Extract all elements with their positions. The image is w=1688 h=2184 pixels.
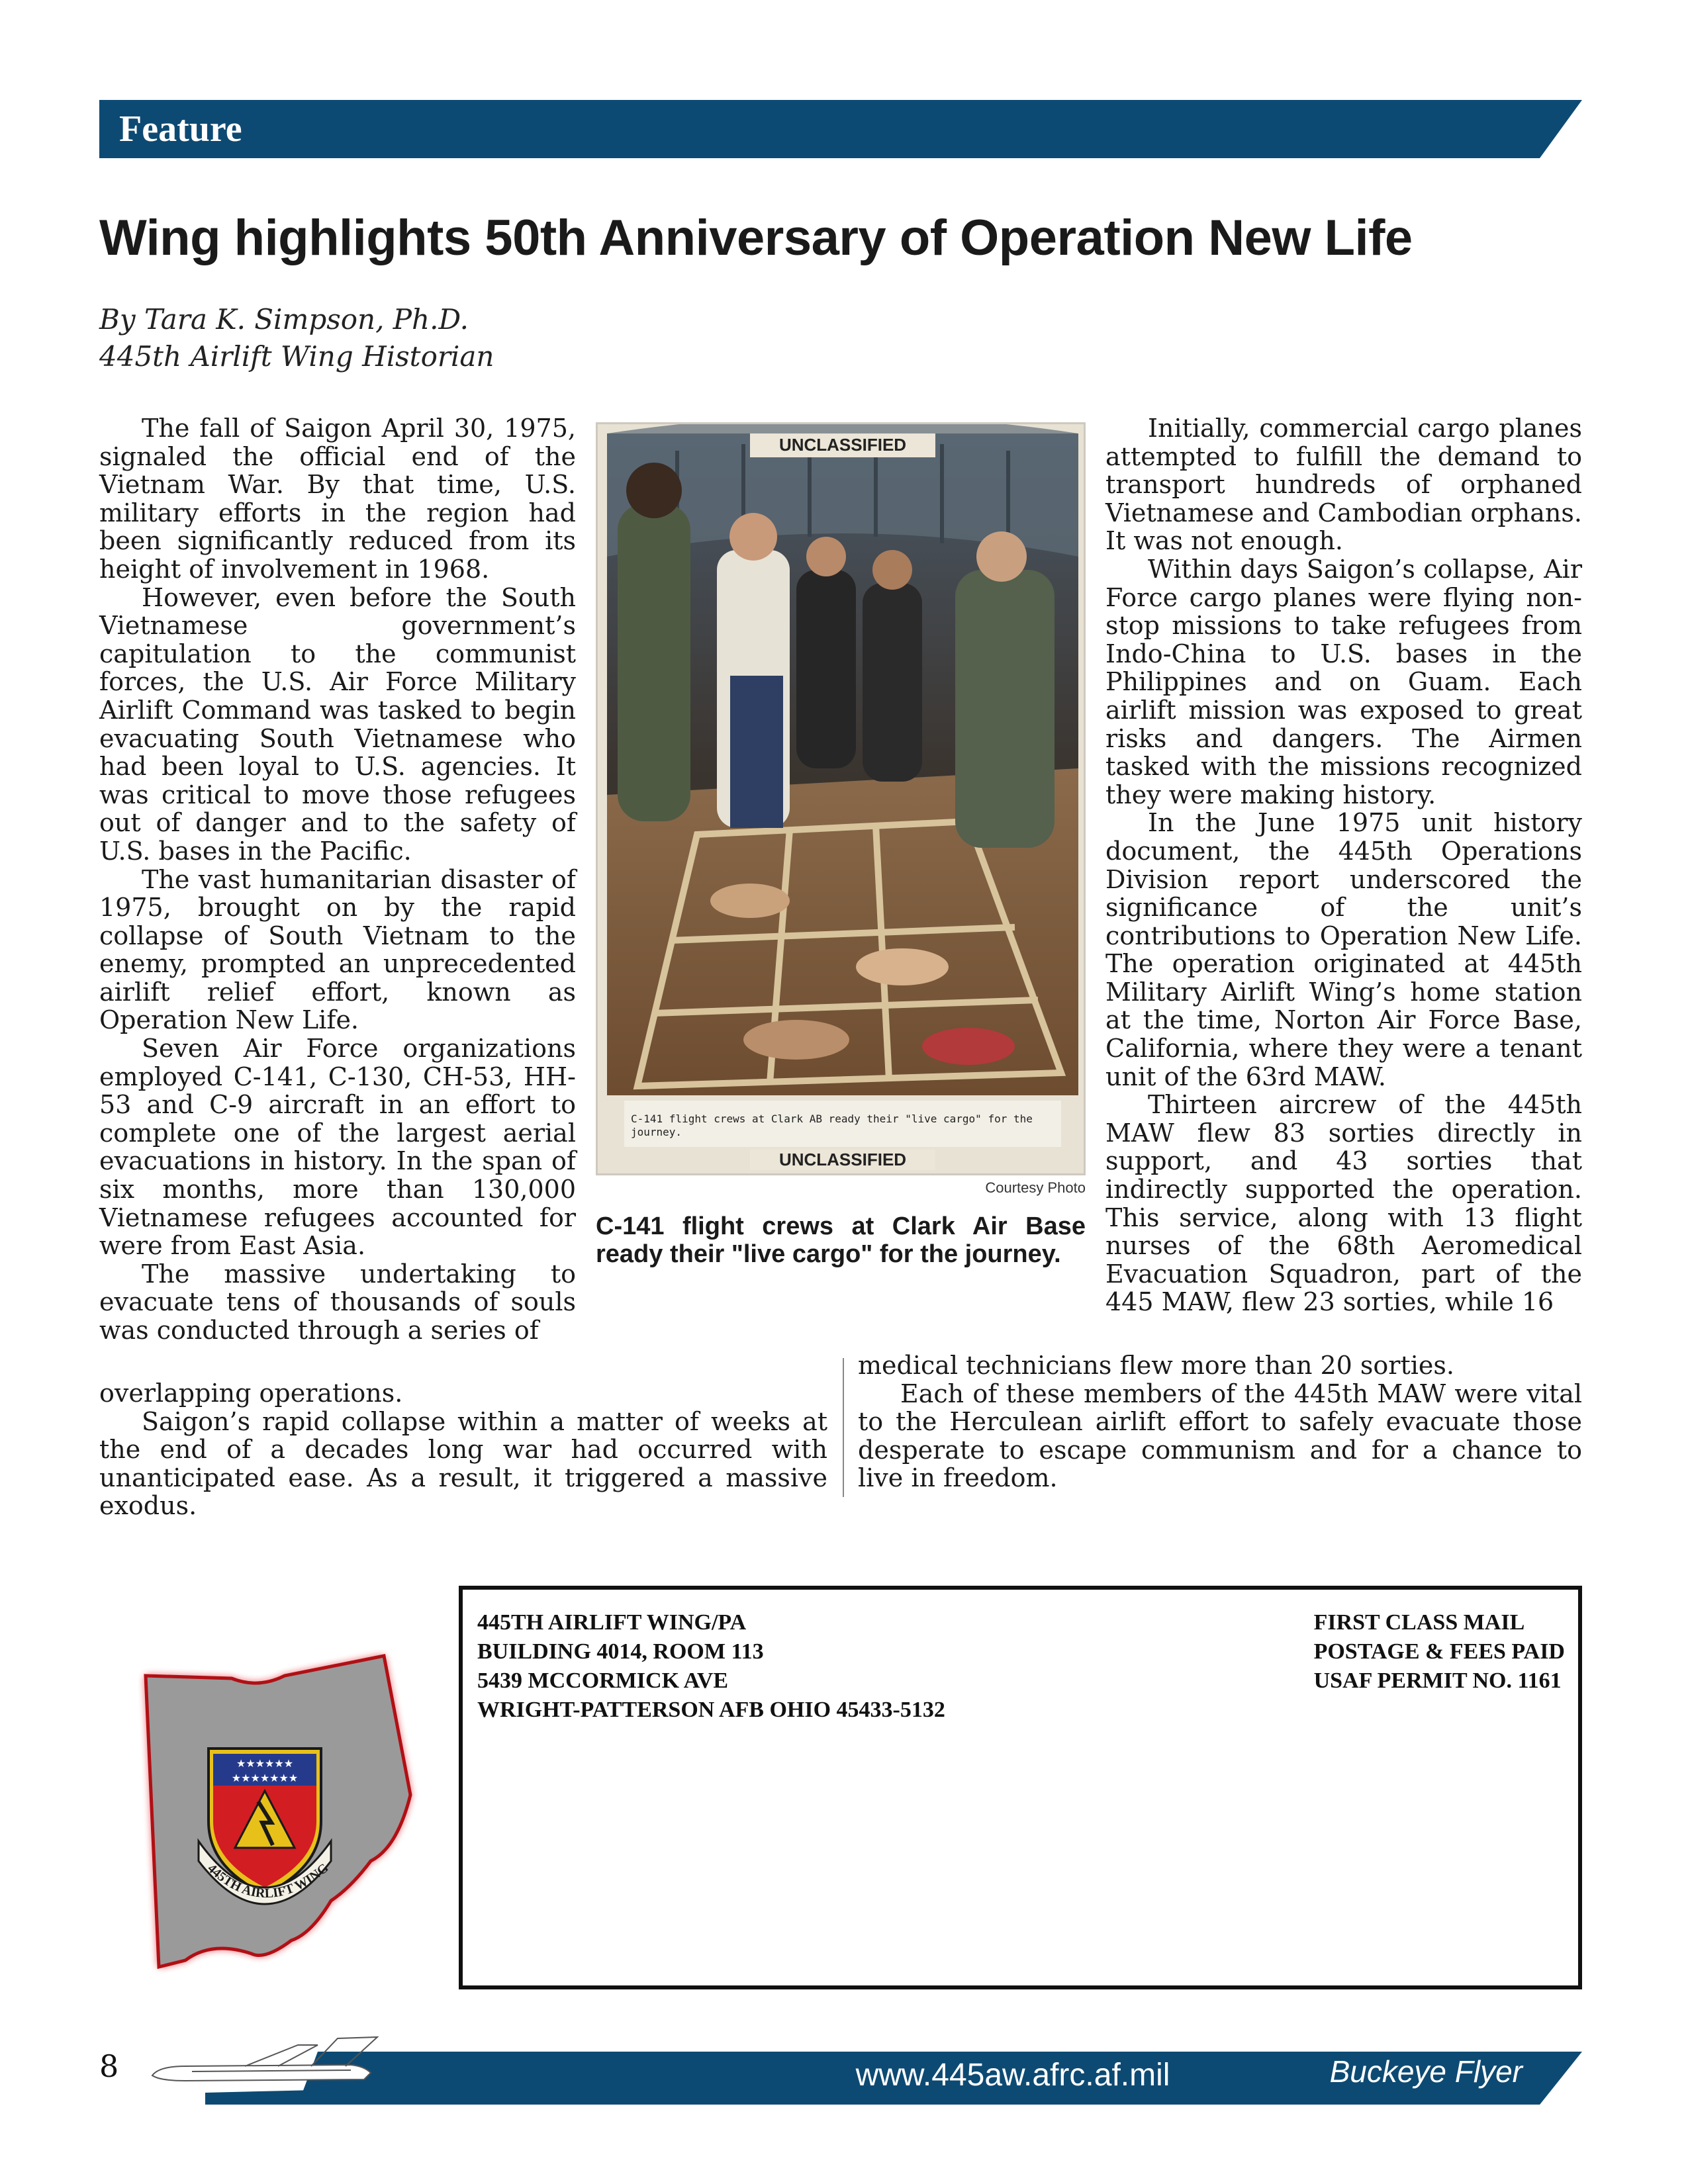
return-address bbox=[477, 1608, 945, 1725]
ohio-emblem-icon bbox=[132, 1649, 424, 1980]
emblem-text: 445TH AIRLIFT WING bbox=[205, 1860, 332, 1901]
byline-title: 445th Airlift Wing Historian bbox=[99, 340, 494, 373]
paragraph: In the June 1975 unit history document, the 445th Operations Division report underscored the significance of the unit’s contributions to Operation New Life. The operation originated at 445th Military Airlift Wing’s home station at the time, Norton Air Force Base, California, where they were a tenant unit of the 63rd MAW. bbox=[1105, 808, 1582, 1091]
paragraph: Within days Saigon’s collapse, Air Force cargo planes were flying non-stop missions to take refugees from Indo-China to U.S. bases in the Philippines and on Guam. Each airlift mission was exposed to great risks and dangers. The Airmen tasked with the missions recognized they were making history. bbox=[1105, 554, 1582, 809]
article-bottom-left bbox=[99, 1379, 827, 1520]
byline-author: By Tara K. Simpson, Ph.D. bbox=[99, 303, 469, 336]
mailing-panel bbox=[459, 1586, 1582, 1989]
address-line: 5439 MCCORMICK AVE bbox=[477, 1668, 729, 1693]
address-line: BUILDING 4014, ROOM 113 bbox=[477, 1639, 764, 1664]
publication-name: Buckeye Flyer bbox=[1329, 2054, 1523, 2089]
footer-url[interactable]: www.445aw.afrc.af.mil bbox=[855, 2058, 1170, 2093]
page-footer bbox=[99, 2032, 1582, 2105]
paragraph: overlapping operations. bbox=[99, 1379, 403, 1408]
paragraph: Saigon’s rapid collapse within a matter of weeks at the end of a decades long war had occurred with unanticipated ease. As a result, it triggered a massive exodus. bbox=[99, 1406, 827, 1521]
postage-line: FIRST CLASS MAIL bbox=[1313, 1610, 1525, 1635]
section-label: Feature bbox=[119, 109, 242, 150]
banner-shape bbox=[99, 100, 1582, 158]
byline bbox=[99, 301, 494, 375]
stamp-top: UNCLASSIFIED bbox=[750, 435, 935, 455]
photo-typed-caption: C-141 flight crews at Clark AB ready their "live cargo" for the journey. bbox=[631, 1113, 1033, 1138]
paragraph: Seven Air Force organizations employed C-141, C-130, CH-53, HH-53 and C-9 aircraft in an effort to complete one of the largest aerial evacuations in history. In the span of six months, more than 130,000 Vietnamese refugees accounted for were from East Asia. bbox=[99, 1034, 576, 1261]
ohio-wing-emblem bbox=[132, 1649, 424, 1980]
article-headline: Wing highlights 50th Anniversary of Operation New Life bbox=[99, 210, 1413, 266]
photo-image bbox=[598, 424, 1086, 1175]
svg-text:★★★★★★★: ★★★★★★★ bbox=[231, 1772, 299, 1784]
section-banner bbox=[99, 100, 1582, 158]
address-line: WRIGHT-PATTERSON AFB OHIO 45433-5132 bbox=[477, 1698, 945, 1722]
paragraph: medical technicians flew more than 20 sorties. bbox=[858, 1351, 1454, 1380]
column-divider bbox=[843, 1358, 844, 1497]
paragraph: The fall of Saigon April 30, 1975, signaled the official end of the Vietnam War. By that time, U.S. military efforts in the region had been significantly reduced from its height of involvement in 1968. bbox=[99, 414, 576, 584]
article-column-right bbox=[1105, 414, 1582, 1316]
svg-text:★★★★★★: ★★★★★★ bbox=[236, 1757, 294, 1770]
paragraph: The massive undertaking to evacuate tens of thousands of souls was conducted through a series of bbox=[99, 1259, 576, 1345]
postage-line: USAF PERMIT NO. 1161 bbox=[1313, 1668, 1562, 1693]
photo-caption: C-141 flight crews at Clark Air Base ready their "live cargo" for the journey. bbox=[596, 1212, 1086, 1268]
paragraph: Initially, commercial cargo planes attempted to fulfill the demand to transport hundreds of orphaned Vietnamese and Cambodian orphans. It was not enough. bbox=[1105, 414, 1582, 556]
paragraph: Thirteen aircrew of the 445th MAW flew 83 sorties directly in support, and 43 sorties that indirectly supported the operation. This service, along with 13 flight nurses of the 68th Aeromedical Evacuation Squadron, part of the 445 MAW, flew 23 sorties, while 16 bbox=[1105, 1090, 1582, 1317]
article-bottom-right bbox=[858, 1351, 1582, 1492]
postage-line: POSTAGE & FEES PAID bbox=[1313, 1639, 1565, 1664]
address-line: 445TH AIRLIFT WING/PA bbox=[477, 1610, 747, 1635]
article-column-left bbox=[99, 414, 576, 1345]
page-number: 8 bbox=[99, 2048, 119, 2084]
paragraph: The vast humanitarian disaster of 1975, brought on by the rapid collapse of South Vietnam to the enemy, prompted an unprecedented airlift relief effort, known as Operation New Life. bbox=[99, 864, 576, 1035]
paragraph: Each of these members of the 445th MAW were vital to the Herculean airlift effort to safely evacuate those desperate to escape communism and for a chance to live in freedom. bbox=[858, 1379, 1582, 1493]
paragraph: However, even before the South Vietnamese government’s capitulation to the communist forces, the U.S. Air Force Military Airlift Command was tasked to begin evacuating South Vietnamese who had been loyal to U.S. agencies. It was critical to move those refugees out of danger and to the safety of U.S. bases in the Pacific. bbox=[99, 582, 576, 866]
photo-credit: Courtesy Photo bbox=[985, 1179, 1086, 1196]
stamp-bottom: UNCLASSIFIED bbox=[750, 1150, 935, 1170]
article-photo bbox=[596, 422, 1086, 1175]
postage-indicia bbox=[1314, 1608, 1565, 1696]
